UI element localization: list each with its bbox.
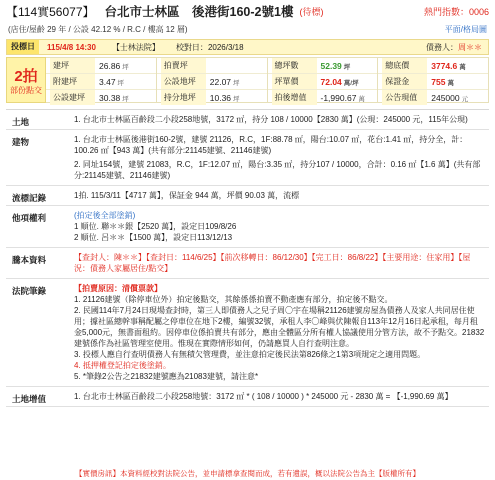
auction-date-label: 投標日 [7, 40, 39, 54]
total-area-label: 總坪數 [272, 58, 317, 73]
land-value-label: 公告現值 [382, 90, 427, 105]
building-item-2: 2. 同址154號，建號 21083，R.C，1F:12.07 ㎡，陽台:3.35 ㎡，持分107 / 10000，合計：0.16 ㎡【1.6 萬】(共有部分:21145建號、21146建號) [74, 160, 481, 180]
deposit-label: 保證金 [382, 74, 427, 89]
court-note-1: 1. 21126建號（除停車位外）拍定後點交，其餘係係拍賣不動產應有部分，拍定後不點交。 [74, 295, 393, 304]
debtor-label: 債務人： [426, 42, 458, 52]
land-value-content: 1. 台北市士林區百齡段二小段258地號：3172 ㎡ * ( 108 / 10000 ) * 245000 元 - 2830 萬 = 【-1,990.69 萬】 [74, 392, 453, 401]
building-area: 26.86 坪 [99, 60, 129, 71]
check-date-label: 校對日： [175, 42, 208, 52]
building-row [6, 130, 489, 186]
popularity-count: 0006 [468, 6, 489, 17]
attached-area-label: 附建坪 [50, 74, 95, 89]
public-area-label: 公設建坪 [50, 90, 95, 105]
title-bar [0, 0, 495, 22]
debtor-info [426, 42, 488, 53]
register-content: 【查封人：陳＊＊】【查封日：114/6/25】【前次移轉日：86/12/30】【完工日：86/8/22】【主要用途：住家用】【屋況：債務人家屬居住/點交】 [74, 253, 471, 273]
court-note-2: 2. 民國114年7月24日現場查封時，第三人即債務人之兒子周〇宇在場稱21126建號房屋為債務人及家人共同居住使用；據社區總幹事稱配屬之停車位在地下2樓，編號32號，承租人李〇峰與伏陳報自113年12月16日起承租，每月租金5,000元，無書面租約。因停車位係拍賣共有部分，應由全體區分所有權人協議使用分管方法，故不予點交。21832建號係作為社區管理室使用。惟現在實際情形如何，仍請應買人自行查明注意。 [74, 306, 485, 348]
auction-info-bar [6, 39, 489, 55]
floorplan-link[interactable]: 平面/格局圖 [444, 24, 487, 34]
other-rights-content [60, 206, 489, 247]
lien-2: 2 順位. 呂＊＊【1500 萬】，設定日113/12/13 [74, 233, 233, 242]
court-note-5: 5. *筆錄2公告之21832建號應為21083建號，請注意* [74, 372, 259, 381]
deposit: 755 萬 [431, 76, 454, 87]
register-row [6, 248, 489, 279]
property-specs: (店住/屋齡 29 年 / 公設 42.12 % / R.C / 樓高 12 層) [8, 24, 188, 34]
court-record-row [6, 279, 489, 387]
property-summary-line [0, 22, 495, 36]
register-label: 騰本資料 [12, 255, 47, 265]
land-area: 22.07 坪 [209, 76, 240, 87]
land-area-label: 公設地坪 [161, 74, 206, 89]
court-record-label: 法院筆錄 [12, 286, 47, 296]
land-value: 245000 元 [431, 92, 469, 103]
check-date-info [168, 42, 252, 53]
auction-round: 2拍 [14, 68, 38, 85]
land-row [6, 110, 489, 130]
flow-row [6, 186, 489, 206]
flow-label: 流標記錄 [12, 193, 47, 203]
public-area: 30.38 坪 [99, 92, 129, 103]
land-share-label: 持分地坪 [161, 90, 206, 105]
footer-disclaimer: 【實價房訊】本資料經校對法院公告，並申請標拿查閱而成，若有遺誤，概以法院公告為主【版權所有】 [0, 468, 495, 480]
summary-col-3 [268, 57, 379, 103]
land-label: 土地 [12, 117, 30, 127]
flow-content: 1拍. 115/3/11【4717 萬】，保証金 944 萬，坪價 90.03 萬，流標 [74, 191, 300, 200]
other-rights-row [6, 206, 489, 248]
auction-date: 115/4/8 14:30 [47, 42, 96, 52]
details-table [6, 109, 489, 407]
unit-price: 72.04 萬/坪 [320, 76, 359, 87]
court-note-3: 3. 投標人應自行查明債務人有無積欠管理費，並注意拍定後民法第826條之1第3項規定之適用問題。 [74, 350, 426, 359]
base-price-label: 總底價 [382, 58, 427, 73]
auction-reason: 【拍賣原因：清償票款】 [74, 284, 162, 293]
building-label: 建物 [12, 137, 30, 147]
delivery-note: 部份點交 [10, 86, 42, 95]
land-value-increase-label: 土地增值 [12, 394, 47, 404]
land-value-row [6, 387, 489, 407]
lien-1: 1 順位. 聯＊＊銀【2520 萬】，設定日109/8/26 [74, 222, 237, 231]
other-rights-note: (拍定後全部塗銷) [74, 211, 136, 220]
property-address: 台北市士林區 後港街160-2號1樓 [104, 5, 294, 19]
building-item-1: 1. 台北市士林區後港街160-2號，建號 21126，R.C，1F:88.78 ㎡，陽台:10.07 ㎡，花台:1.41 ㎡，持分全，計：100.26 ㎡【943 萬】(共有部分:21145建號、21146建號) [74, 135, 468, 155]
auction-area-label: 拍賣坪 [161, 58, 206, 73]
case-number: 【114實56077】 [6, 4, 95, 19]
building-content [60, 130, 489, 185]
court-name: 【士林法院】 [111, 42, 160, 52]
popularity-label: 熱門指數 [423, 6, 460, 17]
court-note-4: 4. 抵押權登記拍定後塗銷。 [74, 361, 171, 370]
summary-col-2 [157, 57, 268, 103]
total-area: 52.39 坪 [320, 60, 351, 71]
land-content: 1. 台北市士林區百齡段二小段258地號，3172 ㎡，持分 108 / 10000【2830 萬】(公現：245000 元，115年公現) [74, 115, 468, 124]
value-change: -1,990.67 萬 [320, 92, 365, 103]
check-date: 2026/3/18 [207, 42, 244, 52]
base-price: 3774.6 萬 [431, 60, 466, 71]
building-area-label: 建坪 [50, 58, 95, 73]
other-rights-label: 他項權利 [12, 213, 47, 223]
summary-col-4 [378, 57, 489, 103]
summary-grid [6, 57, 489, 103]
land-share: 10.36 坪 [209, 92, 240, 103]
value-change-label: 拍後增值 [272, 90, 317, 105]
auction-round-badge [6, 57, 46, 103]
unit-price-label: 坪單價 [272, 74, 317, 89]
debtor-name: 周＊＊ [458, 42, 482, 52]
popularity-index[interactable]: 熱門指數：0006 [423, 6, 489, 17]
summary-col-1 [46, 57, 157, 103]
court-record-content [60, 279, 489, 386]
status-badge: (待標) [299, 6, 324, 17]
attached-area: 3.47 坪 [99, 76, 125, 87]
